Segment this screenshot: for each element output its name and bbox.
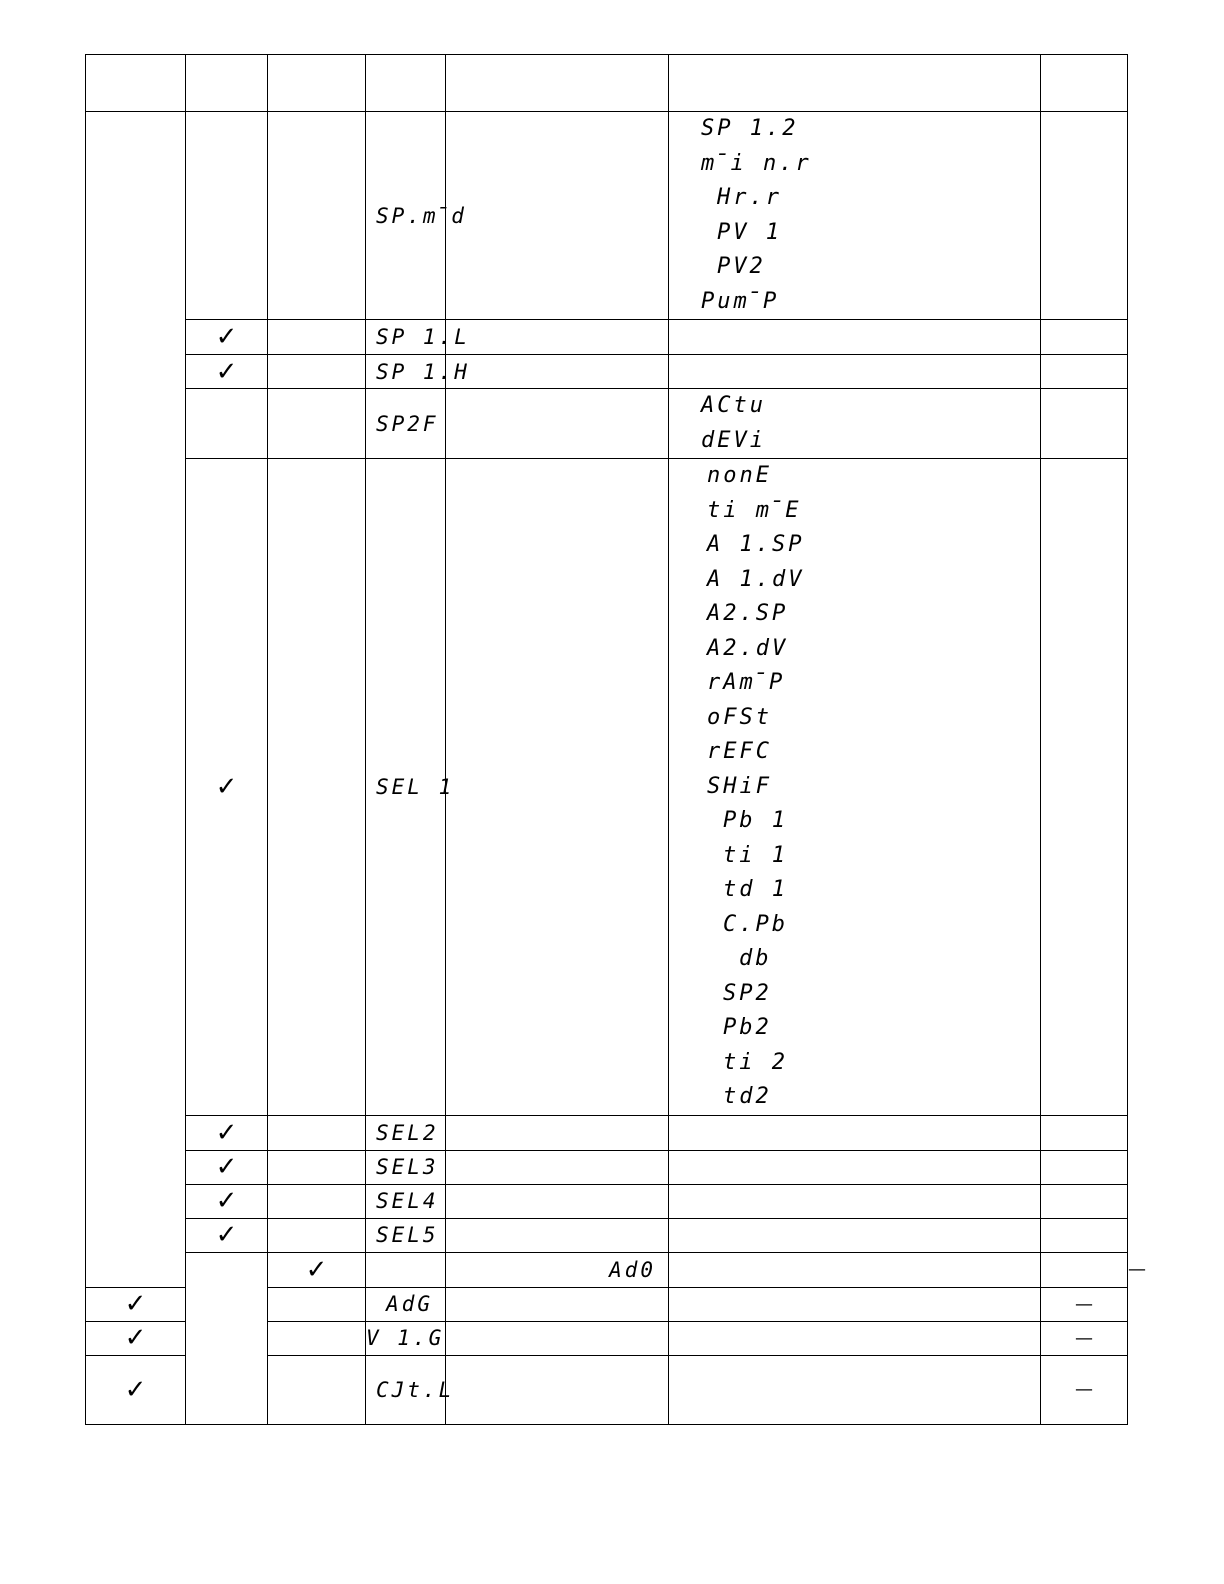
table-row-spmd [86,112,1128,320]
check-icon: ✓ [186,459,268,1116]
option-item: Pb 1 [723,808,788,833]
param-code-sel1: SEL 1 [366,459,446,1116]
option-item: rEFC [707,739,772,764]
option-item: A 1.dV [707,566,805,592]
table-row-sel5 [86,1218,1128,1252]
parameter-table [85,54,1146,1425]
option-item: m̄i n.r [701,150,812,176]
table-row-sp2f [86,389,1128,459]
check-icon: ✓ [186,1150,268,1184]
header-row [86,55,1128,112]
check-icon: ✓ [186,1184,268,1218]
option-item: dEVi [701,427,766,453]
param-code-sel4: SEL4 [366,1184,446,1218]
group-cell-1 [86,112,186,1288]
options-spmd [669,112,1041,320]
header-cell-3 [268,55,366,112]
check-icon: ✓ [86,1355,186,1424]
option-item: SHiF [707,773,772,799]
check-icon: ✓ [86,1321,186,1355]
option-item: td 1 [723,877,788,902]
table-row-sel3 [86,1150,1128,1184]
header-cell-4 [366,55,446,112]
table-row-ad0: ✓ Ad0 — [86,1252,1128,1287]
option-item: SP2 [723,980,772,1006]
header-cell-7 [1041,55,1128,112]
option-item: oFSt [707,704,772,730]
param-code-sel2: SEL2 [366,1115,446,1150]
param-code-sp2f: SP2F [366,389,446,459]
group-cell-2 [186,1252,268,1424]
table-row-sel1 [86,459,1128,1116]
param-code-v1g: V 1.G [366,1321,446,1355]
option-item: PV 1 [717,219,782,245]
options-sel1 [669,459,1041,1116]
table-row-sp1h [86,355,1128,389]
dash-mark: — [1041,1287,1128,1321]
option-item: C.Pb [723,911,788,937]
option-item: Hr.r [717,185,782,210]
option-item: td2 [723,1084,772,1109]
param-code-sel5: SEL5 [366,1218,446,1252]
param-code-sp1l: SP 1.L [366,320,446,355]
option-item: ti 2 [723,1049,788,1075]
param-code-cjtl: CJt.L [366,1355,446,1424]
dash-mark: — [1041,1355,1128,1424]
check-icon: ✓ [186,1218,268,1252]
option-item: SP 1.2 [701,116,799,141]
check-icon: ✓ [268,1252,366,1287]
param-code-adg: AdG [366,1287,446,1321]
option-item: A2.SP [707,601,789,626]
option-item: Pum̄P [701,288,780,314]
table-row-sp1l [86,320,1128,355]
param-code-sel3: SEL3 [366,1150,446,1184]
param-code-spmd: SP.m̄d [366,112,446,320]
check-icon: ✓ [86,1287,186,1321]
param-code-sp1h: SP 1.H [366,355,446,389]
option-item: ti 1 [723,842,788,868]
option-item: A 1.SP [707,532,805,557]
option-item: rAm̄P [707,670,786,695]
option-item: nonE [707,463,772,488]
param-code-ad0: Ad0 [446,1252,669,1287]
option-item: ti m̄E [707,497,802,523]
dash-mark: — [1041,1321,1128,1355]
header-cell-2 [186,55,268,112]
option-item: db [739,946,772,971]
table-row-sel4 [86,1184,1128,1218]
options-sp2f [669,389,1041,459]
header-cell-6 [669,55,1041,112]
table-row-sel2 [86,1115,1128,1150]
header-cell-5 [446,55,669,112]
option-item: Pb2 [723,1015,772,1040]
option-item: A2.dV [707,635,789,661]
check-icon: ✓ [186,1115,268,1150]
header-cell-1 [86,55,186,112]
option-item: PV2 [717,254,766,279]
option-item: ACtu [701,393,766,418]
check-icon: ✓ [186,355,268,389]
check-icon: ✓ [186,320,268,355]
